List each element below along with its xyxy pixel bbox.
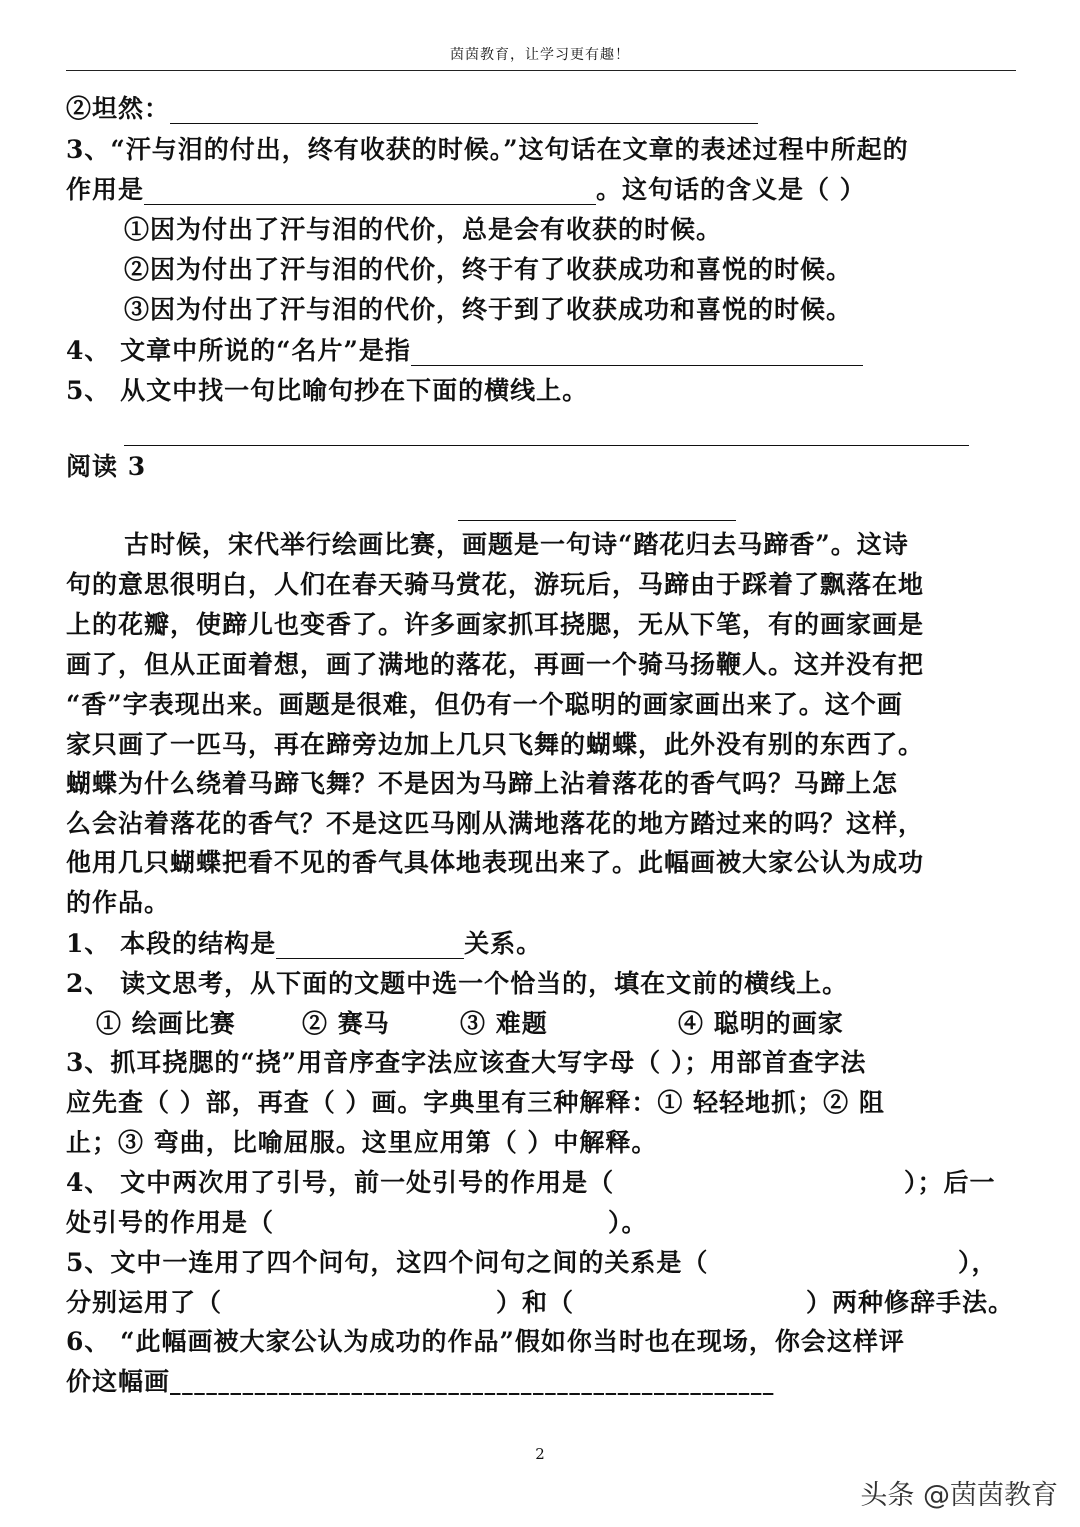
q2-option: ④ 聪明的画家: [678, 1009, 844, 1038]
page-header: 茵茵教育，让学习更有趣！: [450, 47, 630, 63]
reading-3-question-4-line1-end: ）；后一: [904, 1168, 996, 1197]
reading-3-question-5-line2-a: 分别运用了（: [66, 1288, 223, 1317]
passage-line: 蝴蝶为什么绕着马蹄飞舞？不是因为马蹄上沾着落花的香气吗？马蹄上怎: [66, 769, 899, 798]
passage-line: 上的花瓣，使蹄儿也变香了。许多画家抓耳挠腮，无从下笔，有的画家画是: [66, 610, 925, 639]
page-number: 2: [535, 1445, 545, 1463]
passage-line: 家只画了一匹马，再在蹄旁边加上几只飞舞的蝴蝶，此外没有别的东西了。: [66, 730, 925, 759]
passage-line: 古时候，宋代举行绘画比赛，画题是一句诗“踏花归去马蹄香”。这诗: [124, 530, 909, 559]
question-3-text: 作用是: [66, 175, 145, 204]
question-2b: [66, 94, 758, 124]
reading-3-question-3: 止；③ 弯曲，比喻屈服。这里应用第（ ）中解释。: [66, 1128, 658, 1157]
reading-3-question-4-line1: 4、 文中两次用了引号，前一处引号的作用是（: [66, 1168, 615, 1197]
reading-3-question-6-line1: 6、 “此幅画被大家公认为成功的作品”假如你当时也在现场，你会这样评: [66, 1327, 905, 1356]
reading-3-question-4-line2-end: ）。: [608, 1208, 648, 1237]
answer-rule: [124, 445, 969, 446]
reading-3-question-3: 3、抓耳挠腮的“挠”用音序查字法应该查大写字母（ ）；用部首查字法: [66, 1048, 867, 1077]
question-5: 5、 从文中找一句比喻句抄在下面的横线上。: [66, 376, 589, 405]
reading-3-question-5-line1: 5、文中一连用了四个问句，这四个问句之间的关系是（: [66, 1248, 709, 1277]
answer-blank: [144, 178, 596, 205]
q2-option: ③ 难题: [460, 1009, 548, 1038]
q6-text: 价这幅画: [66, 1367, 171, 1396]
reading-3-question-5-line2-c: ）两种修辞手法。: [806, 1288, 1015, 1317]
question-3-line2: [66, 175, 866, 205]
reading-3-title: 阅读 3: [66, 452, 147, 481]
reading-3-question-5-line1-end: ），: [958, 1248, 998, 1277]
question-4: [66, 336, 863, 366]
watermark: 头条 @茵茵教育: [860, 1480, 1058, 1511]
answer-blank: [411, 339, 863, 366]
reading-3-question-2: 2、 读文思考，从下面的文题中选一个恰当的，填在文前的横线上。: [66, 969, 849, 998]
q1-text: 1、 本段的结构是: [66, 929, 277, 958]
question-4-text: 4、 文章中所说的“名片”是指: [66, 336, 411, 365]
question-3-line1: 3、“汗与泪的付出，终有收获的时候。”这句话在文章的表述过程中所起的: [66, 135, 909, 164]
passage-line: 的作品。: [66, 888, 171, 917]
reading-3-question-6-line2: [66, 1367, 775, 1398]
passage-line: 么会沾着落花的香气？不是这匹马刚从满地落花的地方踏过来的吗？这样，: [66, 809, 925, 838]
reading-3-question-5-line2-b: ）和（: [496, 1288, 575, 1317]
passage-line: “香”字表现出来。画题是很难，但仍有一个聪明的画家画出来了。这个画: [66, 690, 903, 719]
passage-line: 他用几只蝴蝶把看不见的香气具体地表现出来了。此幅画被大家公认为成功: [66, 848, 925, 877]
reading-3-question-1: [66, 929, 542, 959]
passage-line: 句的意思很明白，人们在春天骑马赏花，游玩后，马蹄由于踩着了飘落在地: [66, 570, 925, 599]
reading-3-question-4-line2: 处引号的作用是（: [66, 1208, 275, 1237]
q6-answer-dashes: __________________________________________________: [170, 1370, 776, 1395]
passage-line: 画了，但从正面着想，画了满地的落花，再画一个骑马扬鞭人。这并没有把: [66, 650, 925, 679]
question-3-text-end: 。这句话的含义是（ ）: [596, 175, 866, 204]
title-blank: [458, 520, 736, 521]
header-rule: [66, 70, 1016, 71]
answer-blank: [170, 97, 758, 124]
question-3-option: ①因为付出了汗与泪的代价，总是会有收获的时候。: [124, 215, 723, 244]
question-3-option: ②因为付出了汗与泪的代价，终于有了收获成功和喜悦的时候。: [124, 255, 853, 284]
q2-option: ① 绘画比赛: [96, 1009, 236, 1038]
question-2b-label: ②坦然：: [66, 94, 171, 123]
answer-blank: [276, 932, 464, 959]
q2-option: ② 赛马: [302, 1009, 390, 1038]
q1-text-end: 关系。: [464, 929, 543, 958]
reading-3-question-3: 应先查（ ）部，再查（ ）画。字典里有三种解释：① 轻轻地抓；② 阻: [66, 1088, 885, 1117]
question-3-option: ③因为付出了汗与泪的代价，终于到了收获成功和喜悦的时候。: [124, 295, 853, 324]
